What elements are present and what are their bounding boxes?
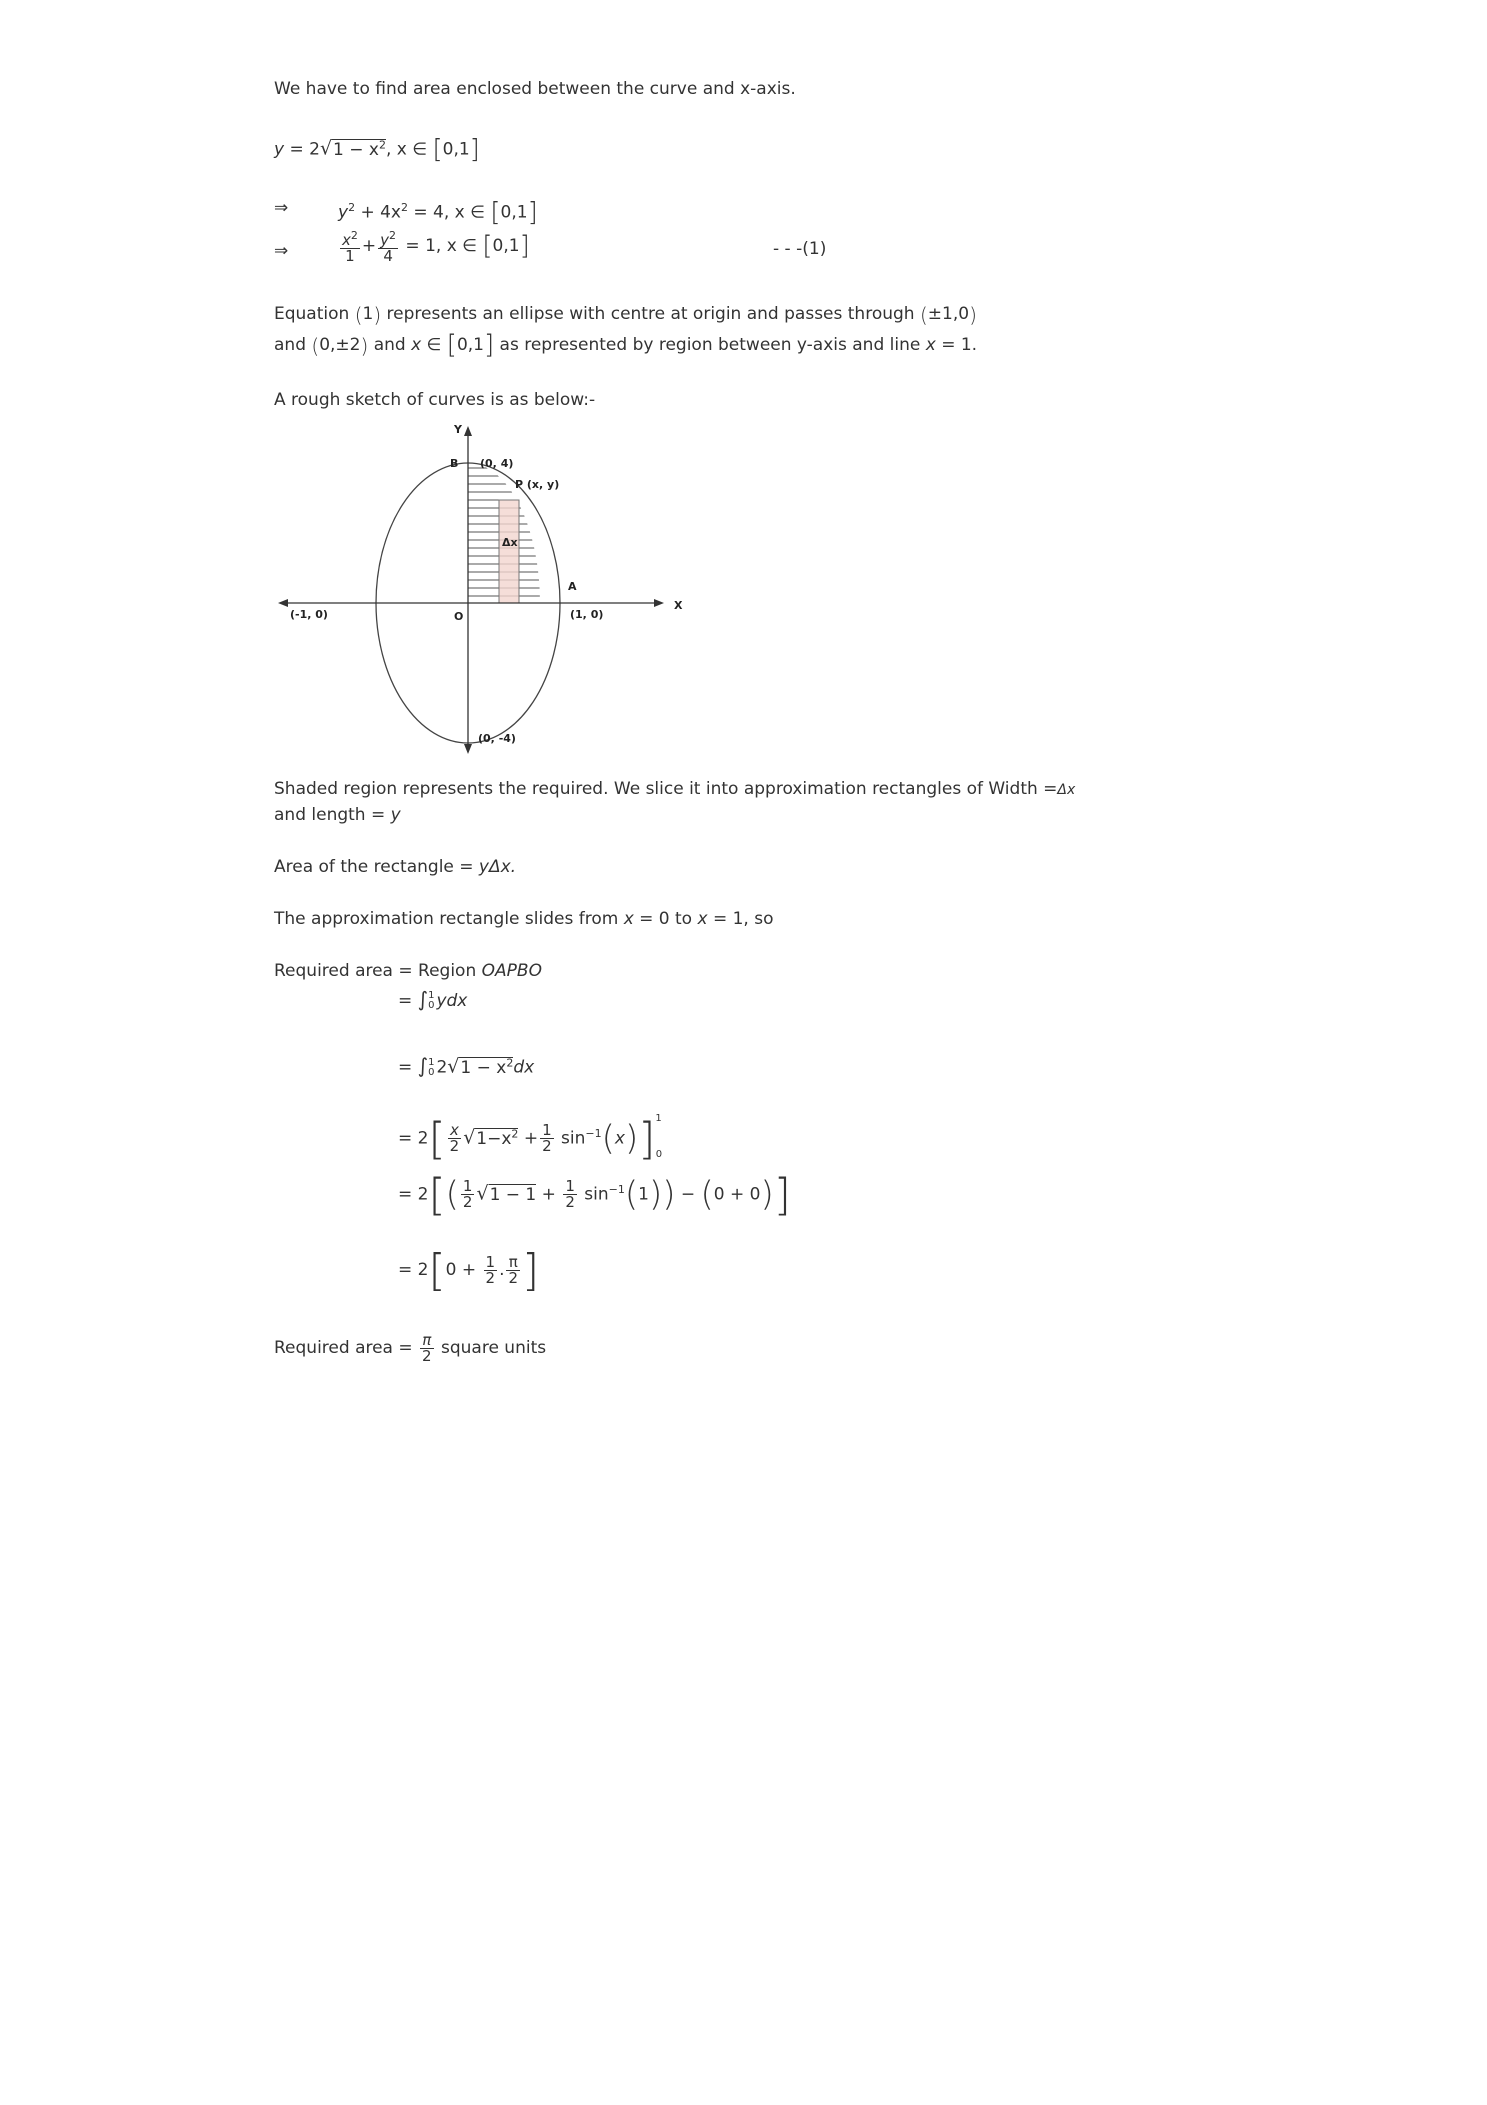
- eq-text: = 2: [284, 139, 320, 160]
- exponent: 2: [378, 138, 386, 151]
- step-evaluate-limits: = 2[( $\frac{1}{2}$ √1 − 1 + $\frac{1}{2}$ $\sin^{-1}(1)) - (0 + 0)$]: [398, 1169, 791, 1221]
- y-axis-top-arrow: [464, 426, 472, 436]
- eq-text: , x ∈: [385, 139, 433, 160]
- intro-text: We have to find area enclosed between the curve and x-axis.: [274, 79, 796, 99]
- eq-text: = 1, x ∈: [400, 236, 483, 256]
- slides-text: The approximation rectangle slides from x = 0 to x = 1, so: [274, 909, 774, 929]
- equation-tag: - - -(1): [773, 239, 827, 259]
- rectangle-area: Area of the rectangle = yΔx.: [274, 857, 517, 877]
- exponent: 2: [401, 201, 408, 214]
- label-b: B: [450, 457, 459, 470]
- label-x: X: [674, 599, 683, 612]
- step-antiderivative: = 2[ $\frac{x}{2}$ $√1-x^2$ + $\frac{1}{2}$ $\sin^{-1}(x)$] 1 0: [398, 1113, 663, 1165]
- implies-arrow: ⇒: [274, 241, 289, 261]
- y-axis-bottom-arrow: [464, 744, 472, 754]
- step-integral-y: = ∫ 1 0 ydx: [398, 987, 468, 1011]
- curve-equation: $y = 2√1 - x^2$, x ∈ [0,1]: [274, 134, 480, 165]
- shaded-description-line2: and length = y: [274, 805, 401, 825]
- approximation-rectangle: [499, 500, 519, 603]
- sketch-intro: A rough sketch of curves is as below:-: [274, 390, 596, 410]
- implication-1: [274, 197, 288, 219]
- label-minus-1-0: (-1, 0): [290, 608, 328, 621]
- label-1-0: (1, 0): [570, 608, 604, 621]
- domain: 0,1: [442, 139, 470, 160]
- eq-text: + 4x: [355, 202, 401, 223]
- tag-number: 1: [808, 239, 820, 259]
- ellipse-equation: $\frac{x^2}{1}$ + $\frac{y^2}{4}$ = 1, x ∈ [0,1]: [342, 229, 530, 265]
- eq-var: y: [274, 139, 285, 160]
- label-a: A: [568, 580, 577, 593]
- eq-text: = 4, x ∈: [408, 202, 491, 223]
- required-area-heading: Required area = Region OAPBO: [274, 961, 542, 981]
- x-axis-left-arrow: [278, 599, 288, 607]
- ellipse-description-line1: Equation (1) represents an ellipse with centre at origin and passes through (±1,0): [274, 303, 977, 327]
- tag-dashes: - - -: [773, 239, 803, 259]
- equation-squared: $y^2 + 4x^2 = 4$, x ∈ [0,1]: [338, 197, 538, 228]
- radicand: 1 − x: [333, 139, 379, 160]
- x-axis-right-arrow: [654, 599, 664, 607]
- exponent: 2: [348, 201, 356, 214]
- label-p: P (x, y): [515, 478, 560, 491]
- implies-arrow: ⇒: [274, 198, 289, 218]
- fraction: $\frac{y^2}{4}$: [380, 229, 397, 265]
- step-integral-sqrt: = ∫ 1 0 $2√1 - x^2dx$: [398, 1053, 535, 1078]
- label-y: Y: [454, 423, 462, 436]
- label-delta-x: Δx: [502, 536, 518, 549]
- shaded-description-line1: Shaded region represents the required. We slice it into approximation rectangles of Width =Δx: [274, 779, 1076, 799]
- step-simplify: = 2[0 + $\frac{1}{2}$ . $\frac{\pi}{2}$ ]: [398, 1245, 540, 1296]
- eq-var: y: [338, 202, 349, 223]
- radical: [332, 139, 386, 160]
- label-o: O: [454, 610, 464, 623]
- integral-sign: ∫: [417, 1053, 429, 1078]
- integral-sign: ∫: [417, 987, 429, 1011]
- domain: 0,1: [492, 236, 520, 256]
- label-0-minus-4: (0, -4): [478, 732, 516, 745]
- implication-2: [274, 240, 288, 262]
- label-0-4: (0, 4): [480, 457, 514, 470]
- final-answer: Required area = $\frac{\pi}{2}$ square units: [274, 1330, 547, 1365]
- domain: 0,1: [500, 202, 528, 223]
- ellipse-sketch: [270, 420, 710, 760]
- plus: +: [361, 236, 377, 256]
- fraction: $\frac{x^2}{1}$: [342, 229, 358, 265]
- ellipse-description-line2: and (0,±2) and x ∈ [0,1] as represented by region between y-axis and line x = 1.: [274, 330, 978, 360]
